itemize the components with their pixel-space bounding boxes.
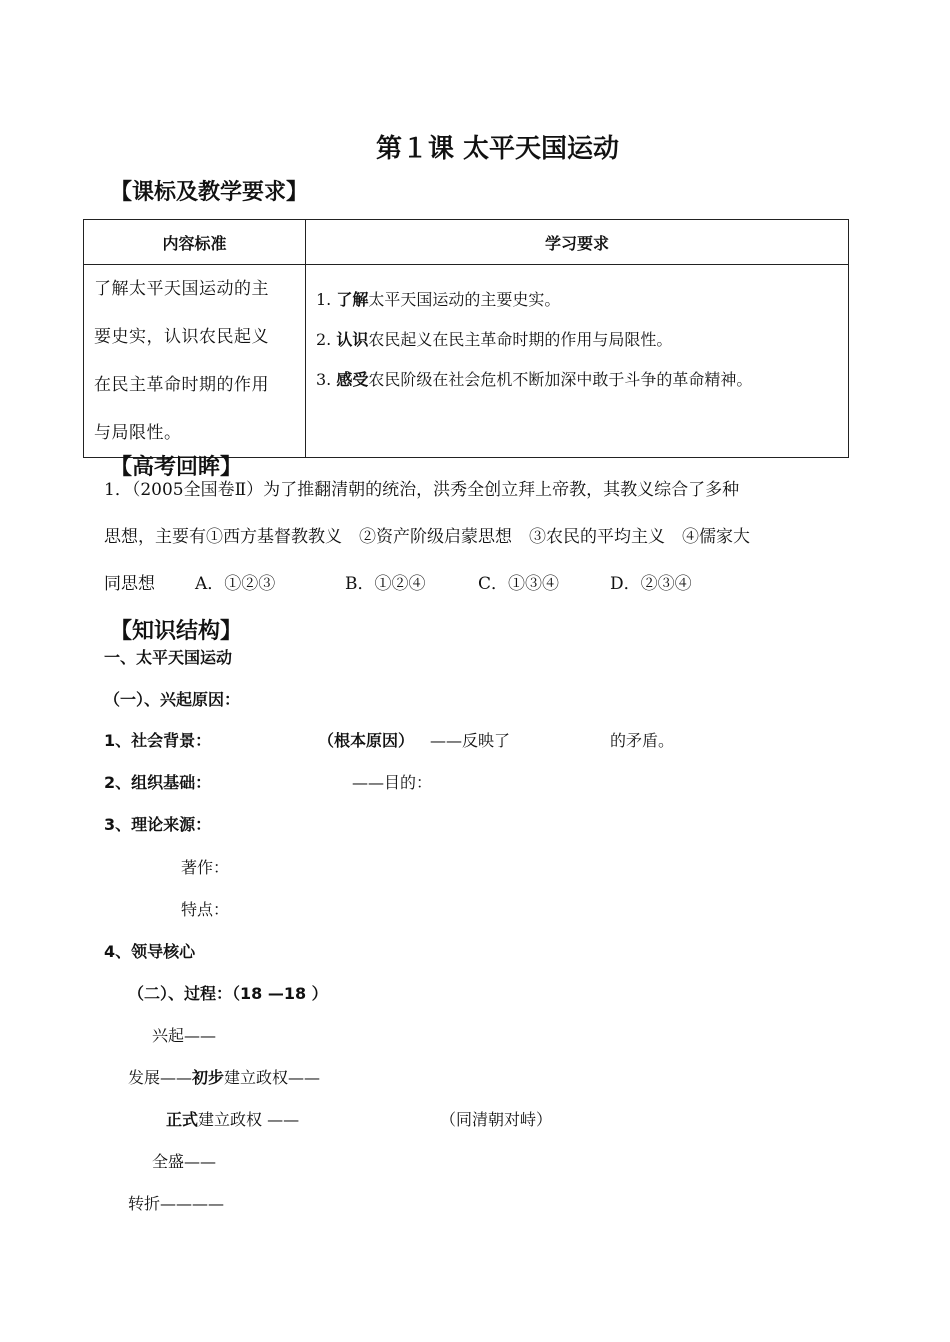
- item-organization-label: 2、组织基础：: [104, 773, 212, 792]
- requirement-text: 农民起义在民主革命时期的作用与局限性。: [368, 330, 673, 349]
- learning-requirements-cell: [306, 265, 849, 458]
- requirement-number: 3.: [316, 370, 332, 389]
- formal-bold: 正式: [166, 1110, 199, 1129]
- option-d: D．②③④: [610, 574, 692, 594]
- process-formal: [166, 1107, 299, 1130]
- item-social-background-label: 1、社会背景：: [104, 731, 212, 750]
- requirement-verb: 了解: [336, 290, 369, 309]
- requirement-item: [316, 369, 848, 391]
- item-theory-label: 3、理论来源：: [104, 815, 212, 834]
- page-title: 第１课 太平天国运动: [375, 134, 620, 164]
- process-rise: 兴起——: [152, 1026, 217, 1045]
- cause-heading: （一）、兴起原因：: [104, 690, 241, 709]
- table-header-learning-requirements: 学习要求: [306, 220, 849, 265]
- item-purpose-text: ——目的：: [352, 773, 433, 792]
- works-label: 著作：: [181, 858, 230, 877]
- section-standards-heading: 【课标及教学要求】: [110, 180, 309, 205]
- develop-prefix: 发展——: [128, 1068, 193, 1087]
- requirement-text: 太平天国运动的主要史实。: [368, 290, 561, 309]
- content-line: 与局限性。: [94, 423, 182, 443]
- content-line: 了解太平天国运动的主: [94, 279, 269, 299]
- item-contradiction-text: 的矛盾。: [610, 731, 675, 750]
- question-line-1: 1．（2005全国卷Ⅱ）为了推翻清朝的统治，洪秀全创立拜上帝教，其教义综合了多种: [104, 480, 740, 500]
- question-line-2: 思想，主要有①西方基督教教义 ②资产阶级启蒙思想 ③农民的平均主义 ④儒家大: [104, 527, 750, 547]
- requirement-verb: 感受: [336, 370, 369, 389]
- content-line: 要史实，认识农民起义: [94, 327, 269, 347]
- requirement-number: 1.: [316, 290, 332, 309]
- requirement-item: [316, 289, 848, 311]
- content-line: 在民主革命时期的作用: [94, 375, 269, 395]
- section-knowledge-heading: 【知识结构】: [110, 619, 243, 644]
- requirement-verb: 认识: [336, 330, 369, 349]
- process-heading: （二）、过程：（18 —18 ）: [128, 984, 328, 1003]
- requirement-item: [316, 329, 848, 351]
- process-peak: 全盛——: [152, 1152, 217, 1171]
- option-a: A．①②③: [195, 574, 276, 594]
- content-standard-cell: [84, 265, 306, 458]
- option-b: B．①②④: [345, 574, 426, 594]
- item-leadership-label: 4、领导核心: [104, 942, 196, 961]
- develop-suffix: 建立政权——: [224, 1068, 321, 1087]
- features-label: 特点：: [181, 900, 230, 919]
- item-reflects-text: ——反映了: [430, 731, 511, 750]
- requirement-number: 2.: [316, 330, 332, 349]
- requirement-text: 农民阶级在社会危机不断加深中敢于斗争的革命精神。: [368, 370, 753, 389]
- formal-suffix: 建立政权 ——: [198, 1110, 300, 1129]
- section-exam-review-heading: 【高考回眸】: [110, 455, 243, 480]
- item-root-cause-note: （根本原因）: [318, 731, 415, 750]
- process-develop: [128, 1065, 320, 1088]
- table-header-content-standard: 内容标准: [84, 220, 306, 265]
- develop-bold: 初步: [192, 1068, 225, 1087]
- process-turn: 转折————: [128, 1194, 225, 1213]
- process-formal-note: （同清朝对峙）: [440, 1110, 553, 1129]
- structure-heading: 一、太平天国运动: [104, 648, 233, 667]
- option-c: C．①③④: [478, 574, 560, 594]
- question-line-3: 同思想: [104, 574, 155, 594]
- requirements-table: [83, 219, 849, 458]
